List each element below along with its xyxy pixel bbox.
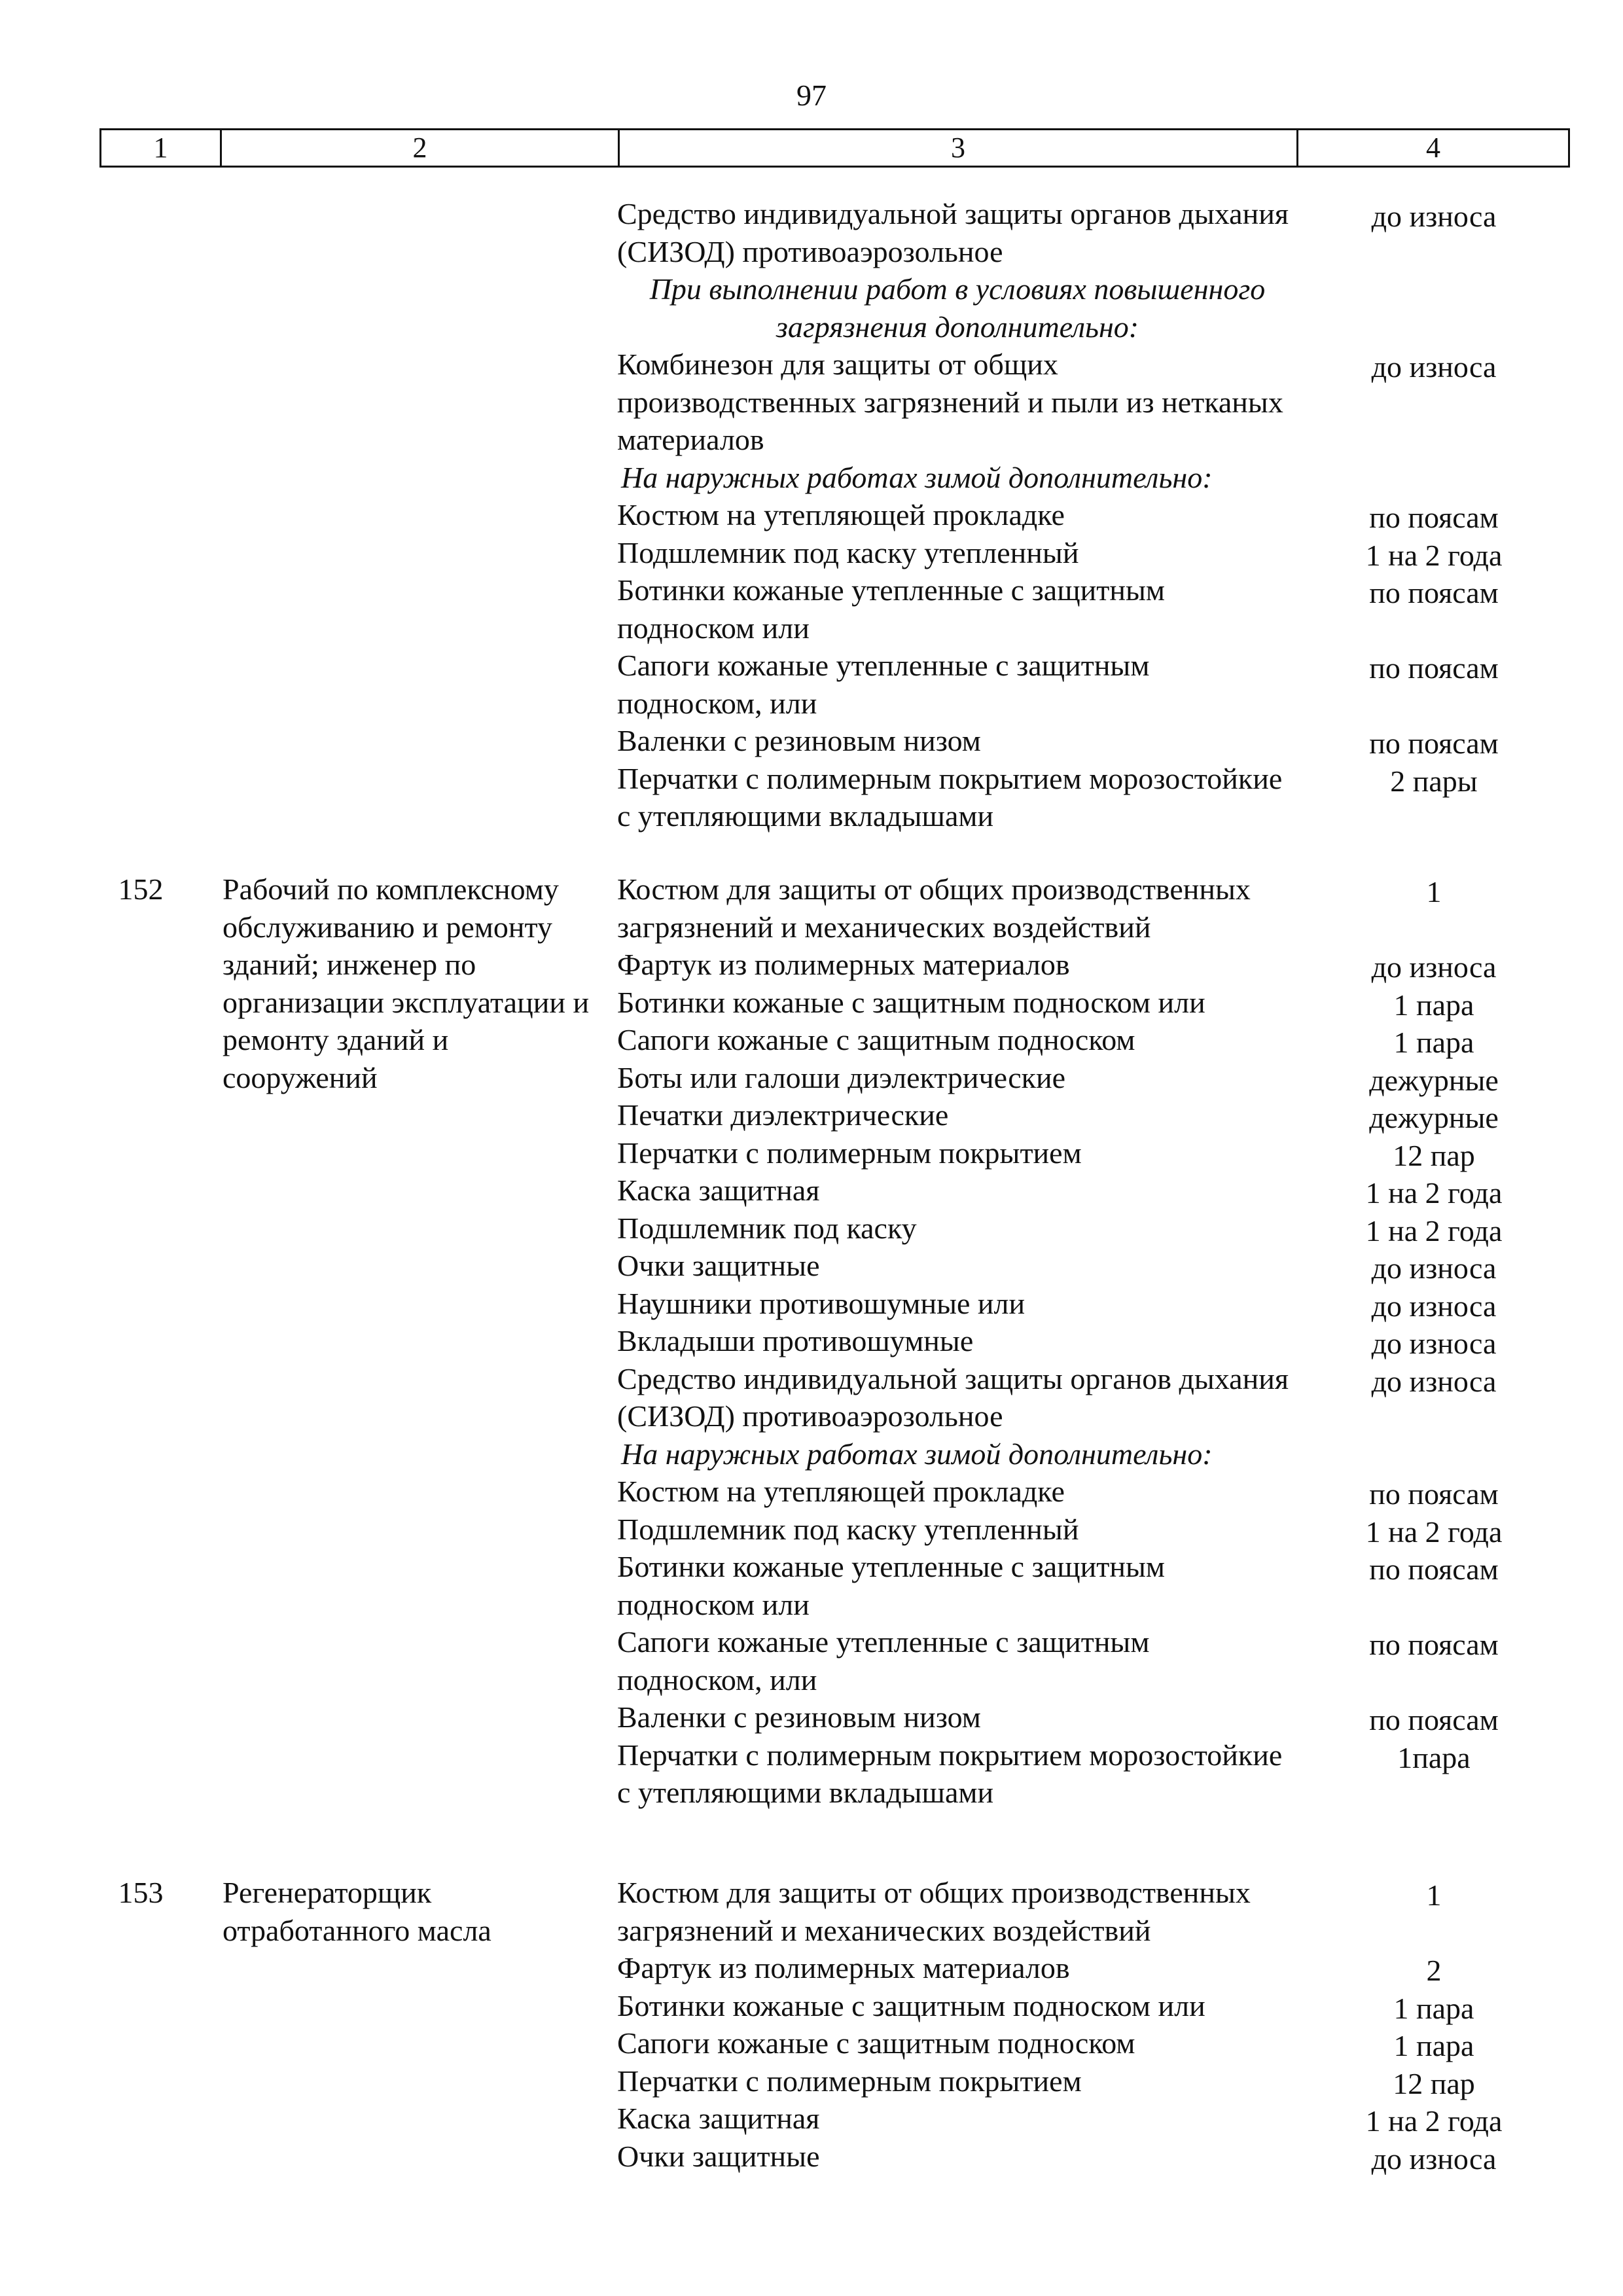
item-norm: дежурные [1369,1101,1499,1134]
item-norm: до износа [1371,1364,1497,1398]
table-row [617,1210,1503,1247]
item-name: Подшлемник под каску утепленный [617,1512,1079,1546]
item-norm: 1 [1426,1878,1442,1912]
table-row [617,346,1497,459]
header-col-2: 2 [220,130,618,166]
item-norm: 1 пара [1393,988,1474,1022]
item-name: Перчатки с полимерным покрытием [617,1136,1082,1170]
table-row [617,2138,1497,2176]
entry-number: 153 [118,1876,164,1909]
table-row [617,1247,1497,1285]
table-row [617,1172,1503,1210]
table-row [617,1698,1499,1736]
table-row [617,2024,1474,2062]
item-name: Подшлемник под каску [617,1211,917,1245]
item-name: Костюм на утепляющей прокладке [617,1475,1065,1508]
item-norm: 1 [1426,875,1442,908]
table-row [617,1473,1499,1511]
page-number: 97 [796,79,827,112]
item-norm: 1 на 2 года [1365,2104,1503,2138]
table-row [617,1322,1497,1360]
item-norm: 1 на 2 года [1365,1515,1503,1549]
item-norm: 12 пар [1393,2066,1475,2100]
item-name: Комбинезон для защиты от общих производственных загрязнений и пыли из нетканых материалов [617,348,1283,456]
item-name: Каска защитная [617,2102,820,2135]
table-row [617,1096,1499,1134]
item-name: Валенки с резиновым низом [617,724,981,757]
item-name: Костюм для защиты от общих производственных загрязнений и механических воздействий [617,1876,1251,1947]
item-norm: по поясам [1369,1477,1499,1511]
item-name: Сапоги кожаные утепленные с защитным подноском, или [617,649,1150,720]
item-name: Ботинки кожаные утепленные с защитным подноском или [617,1550,1165,1621]
table-row [617,984,1474,1022]
table-row [617,722,1499,760]
item-norm: 1 пара [1393,2029,1474,2062]
item-name: Боты или галоши диэлектрические [617,1060,1066,1094]
item-name: Очки защитные [617,1249,820,1282]
table-row [617,534,1503,572]
item-norm: по поясам [1369,651,1499,685]
item-name: Сапоги кожаные с защитным подноском [617,2026,1135,2060]
header-col-1: 1 [153,132,168,164]
item-name: Костюм на утепляющей прокладке [617,498,1065,531]
section-note: При выполнении работ в условиях повышенного загрязнения дополнительно: [649,272,1266,344]
table-row [617,195,1497,270]
table-row [617,2100,1503,2138]
item-name: Печатки диэлектрические [617,1098,949,1132]
table-row [617,1059,1499,1097]
table-row [617,760,1478,835]
table-row [617,1511,1503,1549]
item-norm: по поясам [1369,1703,1499,1736]
item-name: Ботинки кожаные утепленные с защитным подноском или [617,573,1165,645]
item-name: Костюм для защиты от общих производственных загрязнений и механических воздействий [617,872,1251,944]
table-row [617,2062,1475,2100]
profession-name: Рабочий по комплексному обслуживанию и ремонту зданий; инженер по организации эксплуатации и ремонту зданий и сооружений [223,872,590,1094]
table-row [617,1987,1474,2025]
item-norm: дежурные [1369,1063,1499,1097]
item-norm: 1 на 2 года [1365,1176,1503,1210]
item-norm: 1 на 2 года [1365,1213,1503,1247]
item-name: Фартук из полимерных материалов [617,948,1070,981]
table-header [99,128,1570,168]
item-name: Очки защитные [617,2139,820,2173]
item-norm: 1пара [1397,1740,1471,1774]
item-norm: до износа [1371,350,1497,384]
item-norm: до износа [1371,1251,1497,1285]
item-norm: до износа [1371,2142,1497,2176]
table-row [617,1736,1471,1812]
table-row [617,1021,1474,1059]
item-name: Ботинки кожаные с защитным подноском или [617,1988,1205,2022]
item-name: Средство индивидуальной защиты органов дыхания (СИЗОД) противоаэрозольное [617,197,1289,268]
item-name: Ботинки кожаные с защитным подноском или [617,985,1205,1019]
table-row [617,870,1468,946]
item-name: Вкладыши противошумные [617,1324,974,1357]
item-norm: 1 на 2 года [1365,538,1503,572]
entry-items [617,870,1623,1812]
item-name: Перчатки с полимерным покрытием [617,2064,1082,2098]
table-row [617,1623,1499,1698]
table-row [617,1134,1475,1172]
profession-name: Регенераторщик отработанного масла [223,1876,491,1947]
item-norm: по поясам [1369,576,1499,609]
continuation-items [617,195,1623,835]
section-note: На наружных работах зимой дополнительно: [621,460,1213,494]
item-name: Валенки с резиновым низом [617,1700,981,1734]
section-note: На наружных работах зимой дополнительно: [621,1437,1213,1471]
table-row [617,1548,1499,1623]
item-norm: 2 пары [1390,764,1478,798]
table-row [617,1285,1497,1323]
item-norm: по поясам [1369,726,1499,760]
item-name: Каска защитная [617,1174,820,1207]
item-norm: 12 пар [1393,1138,1475,1172]
item-name: Сапоги кожаные утепленные с защитным подноском, или [617,1625,1150,1696]
item-norm: 2 [1426,1954,1442,1987]
item-norm: по поясам [1369,501,1499,534]
table-row [617,1360,1497,1435]
table-row [617,1949,1468,1987]
header-col-4: 4 [1296,130,1568,166]
table-row [617,1874,1468,1949]
item-name: Перчатки с полимерным покрытием морозостойкие с утепляющими вкладышами [617,1738,1283,1809]
item-norm: 1 пара [1393,1991,1474,2025]
header-col-3: 3 [618,130,1296,166]
item-norm: по поясам [1369,1628,1499,1661]
table-row [617,647,1499,722]
item-norm: по поясам [1369,1552,1499,1586]
item-norm: до износа [1371,950,1497,984]
item-name: Перчатки с полимерным покрытием морозостойкие с утепляющими вкладышами [617,761,1283,833]
item-name: Средство индивидуальной защиты органов дыхания (СИЗОД) противоаэрозольное [617,1361,1289,1433]
item-name: Подшлемник под каску утепленный [617,535,1079,569]
item-name: Фартук из полимерных материалов [617,1951,1070,1984]
item-name: Наушники противошумные или [617,1286,1026,1320]
entry-items [617,1874,1623,2175]
entry-number: 152 [118,872,164,906]
item-norm: до износа [1371,1327,1497,1360]
item-norm: до износа [1371,200,1497,233]
table-row [617,571,1499,647]
table-row [617,946,1497,984]
item-norm: до износа [1371,1289,1497,1323]
table-row [617,496,1499,534]
item-name: Сапоги кожаные с защитным подноском [617,1023,1135,1056]
item-norm: 1 пара [1393,1026,1474,1059]
